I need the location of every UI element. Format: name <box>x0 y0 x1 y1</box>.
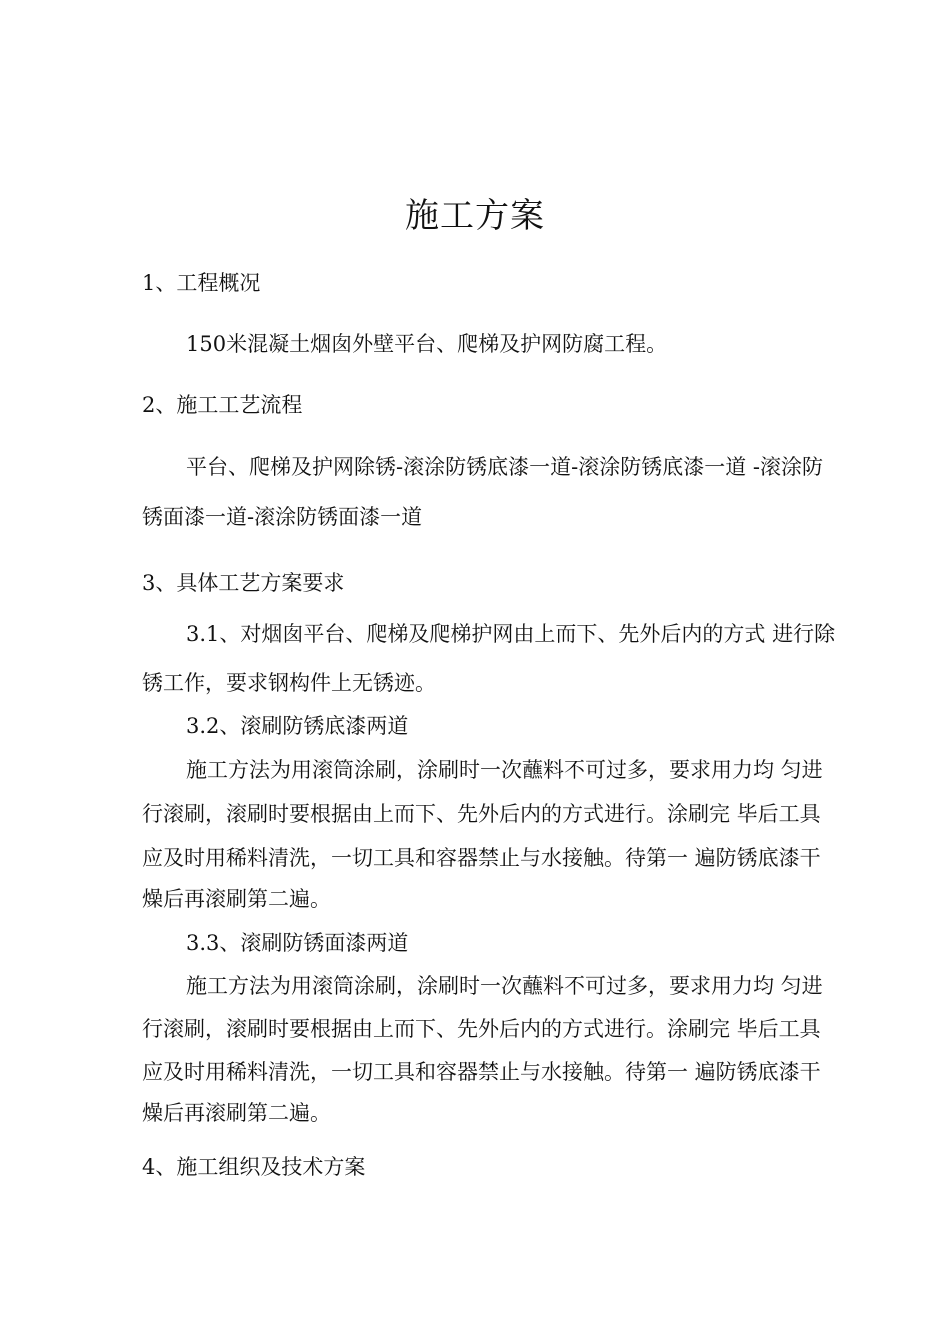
paragraph-line: 锈面漆一道-滚涂防锈面漆一道 <box>142 505 423 529</box>
subsection-line: 3.1、对烟囱平台、爬梯及爬梯护网由上而下、先外后内的方式 进行除 <box>186 622 836 646</box>
paragraph-line: 施工方法为用滚筒涂刷，涂刷时一次蘸料不可过多，要求用力均 匀进 <box>186 974 823 998</box>
section-heading-1: 1、工程概况 <box>142 271 261 295</box>
paragraph-line: 行滚刷，滚刷时要根据由上而下、先外后内的方式进行。涂刷完 毕后工具 <box>142 802 821 826</box>
document-title: 施工方案 <box>405 196 545 236</box>
paragraph-line: 施工方法为用滚筒涂刷，涂刷时一次蘸料不可过多，要求用力均 匀进 <box>186 758 823 782</box>
paragraph-line: 锈工作，要求钢构件上无锈迹。 <box>142 671 436 695</box>
paragraph-line: 燥后再滚刷第二遍。 <box>142 887 331 911</box>
section-heading-3: 3、具体工艺方案要求 <box>142 571 345 595</box>
paragraph-line: 行滚刷，滚刷时要根据由上而下、先外后内的方式进行。涂刷完 毕后工具 <box>142 1017 821 1041</box>
paragraph-line: 平台、爬梯及护网除锈-滚涂防锈底漆一道-滚涂防锈底漆一道 -滚涂防 <box>186 455 823 479</box>
subsection-heading-3-3: 3.3、滚刷防锈面漆两道 <box>186 931 409 955</box>
subsection-heading-3-2: 3.2、滚刷防锈底漆两道 <box>186 714 409 738</box>
paragraph-line: 应及时用稀料清洗，一切工具和容器禁止与水接触。待第一 遍防锈底漆干 <box>142 1060 821 1084</box>
paragraph-line: 燥后再滚刷第二遍。 <box>142 1101 331 1125</box>
section-heading-2: 2、施工工艺流程 <box>142 393 303 417</box>
paragraph-line: 应及时用稀料清洗，一切工具和容器禁止与水接触。待第一 遍防锈底漆干 <box>142 846 821 870</box>
paragraph-line: 150米混凝土烟囱外壁平台、爬梯及护网防腐工程。 <box>186 332 668 356</box>
section-heading-4: 4、施工组织及技术方案 <box>142 1155 366 1179</box>
